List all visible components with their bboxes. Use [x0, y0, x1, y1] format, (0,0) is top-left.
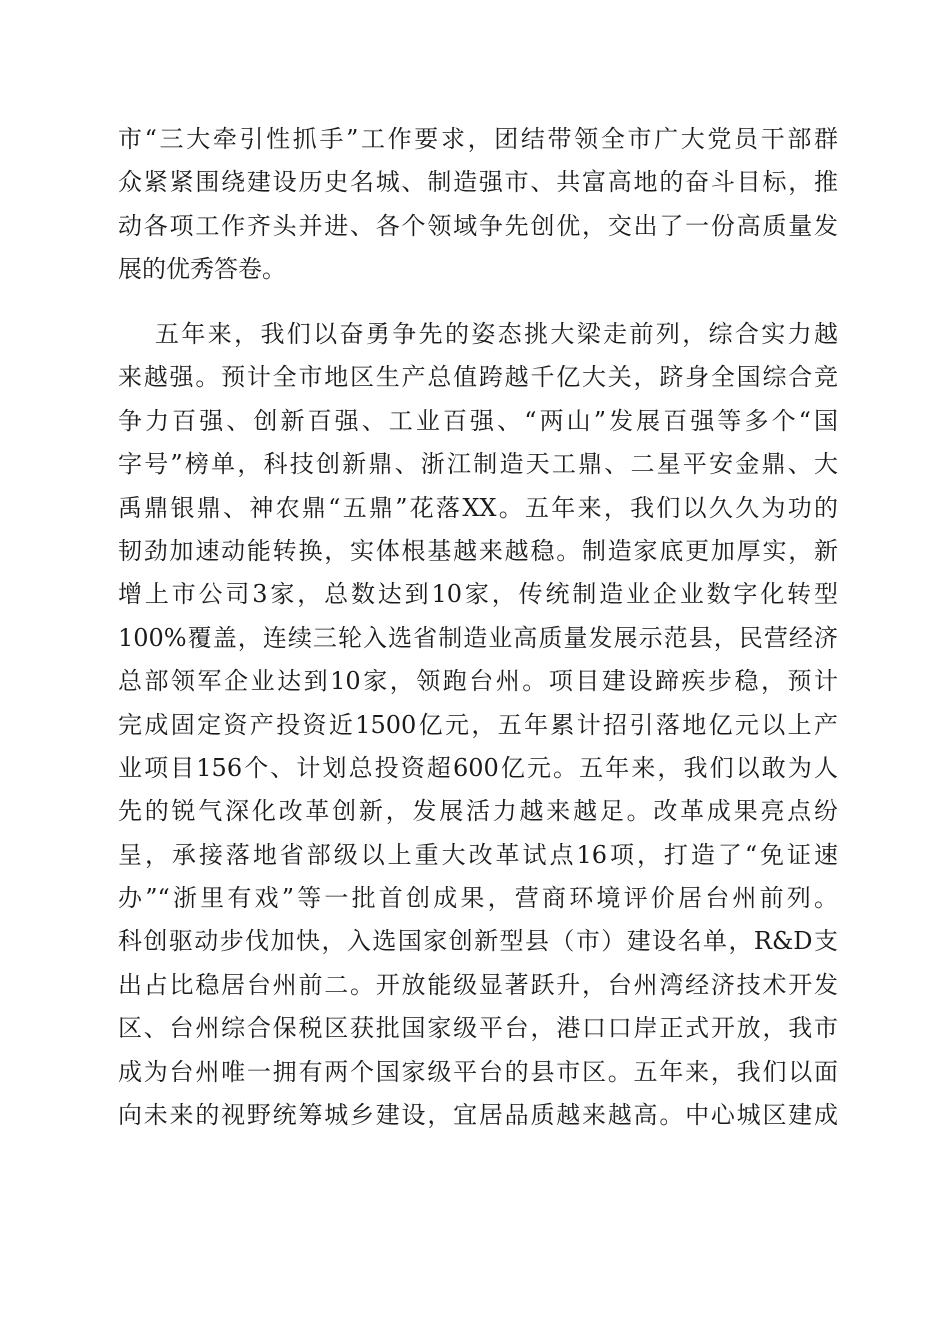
text-line: 办”“浙里有戏”等一批首创成果，营商环境评价居台州前列。: [118, 884, 838, 913]
text-line: 争力百强、创新百强、工业百强、“两山”发展百强等多个“国: [118, 406, 838, 435]
text-line: 市“三大牵引性抓手”工作要求，团结带领全市广大党员干部群: [118, 125, 838, 153]
paragraph-2: [118, 313, 838, 1137]
text-line: 完成固定资产投资近1500亿元，五年累计招引落地亿元以上产: [118, 710, 838, 739]
text-line: 科创驱动步伐加快，入选国家创新型县（市）建设名单，R&D支: [118, 927, 838, 956]
text-line: 来越强。预计全市地区生产总值跨越千亿大关，跻身全国综合竞: [118, 363, 838, 392]
text-line: 先的锐气深化改革创新，发展活力越来越足。改革成果亮点纷: [118, 797, 838, 826]
text-line: 字号”榜单，科技创新鼎、浙江制造天工鼎、二星平安金鼎、大: [118, 450, 838, 479]
text-line: 呈，承接落地省部级以上重大改革试点16项，打造了“免证速: [118, 840, 838, 869]
text-line: 区、台州综合保税区获批国家级平台，港口口岸正式开放，我市: [118, 1014, 838, 1043]
text-line: 展的优秀答卷。: [118, 255, 286, 284]
text-line: 五年来，我们以奋勇争先的姿态挑大梁走前列，综合实力越: [155, 320, 838, 348]
text-line: 100%覆盖，连续三轮入选省制造业高质量发展示范县，民营经济: [118, 623, 838, 652]
text-line: 动各项工作齐头并进、各个领域争先创优，交出了一份高质量发: [118, 211, 838, 240]
text-line: 业项目156个、计划总投资超600亿元。五年来，我们以敢为人: [118, 753, 838, 782]
text-line: 众紧紧围绕建设历史名城、制造强市、共富高地的奋斗目标，推: [118, 168, 838, 197]
text-line: 韧劲加速动能转换，实体根基越来越稳。制造家底更加厚实，新: [118, 536, 838, 565]
text-line: 出占比稳居台州前二。开放能级显著跃升，台州湾经济技术开发: [118, 970, 838, 999]
text-line: 总部领军企业达到10家，领跑台州。项目建设蹄疾步稳，预计: [118, 667, 838, 696]
text-line: 成为台州唯一拥有两个国家级平台的县市区。五年来，我们以面: [118, 1057, 838, 1086]
text-line: 向未来的视野统筹城乡建设，宜居品质越来越高。中心城区建成: [118, 1101, 838, 1130]
text-line: 增上市公司3家，总数达到10家，传统制造业企业数字化转型: [118, 580, 838, 609]
text-line: 禹鼎银鼎、神农鼎“五鼎”花落XX。五年来，我们以久久为功的: [118, 493, 838, 522]
paragraph-1: [118, 118, 838, 292]
